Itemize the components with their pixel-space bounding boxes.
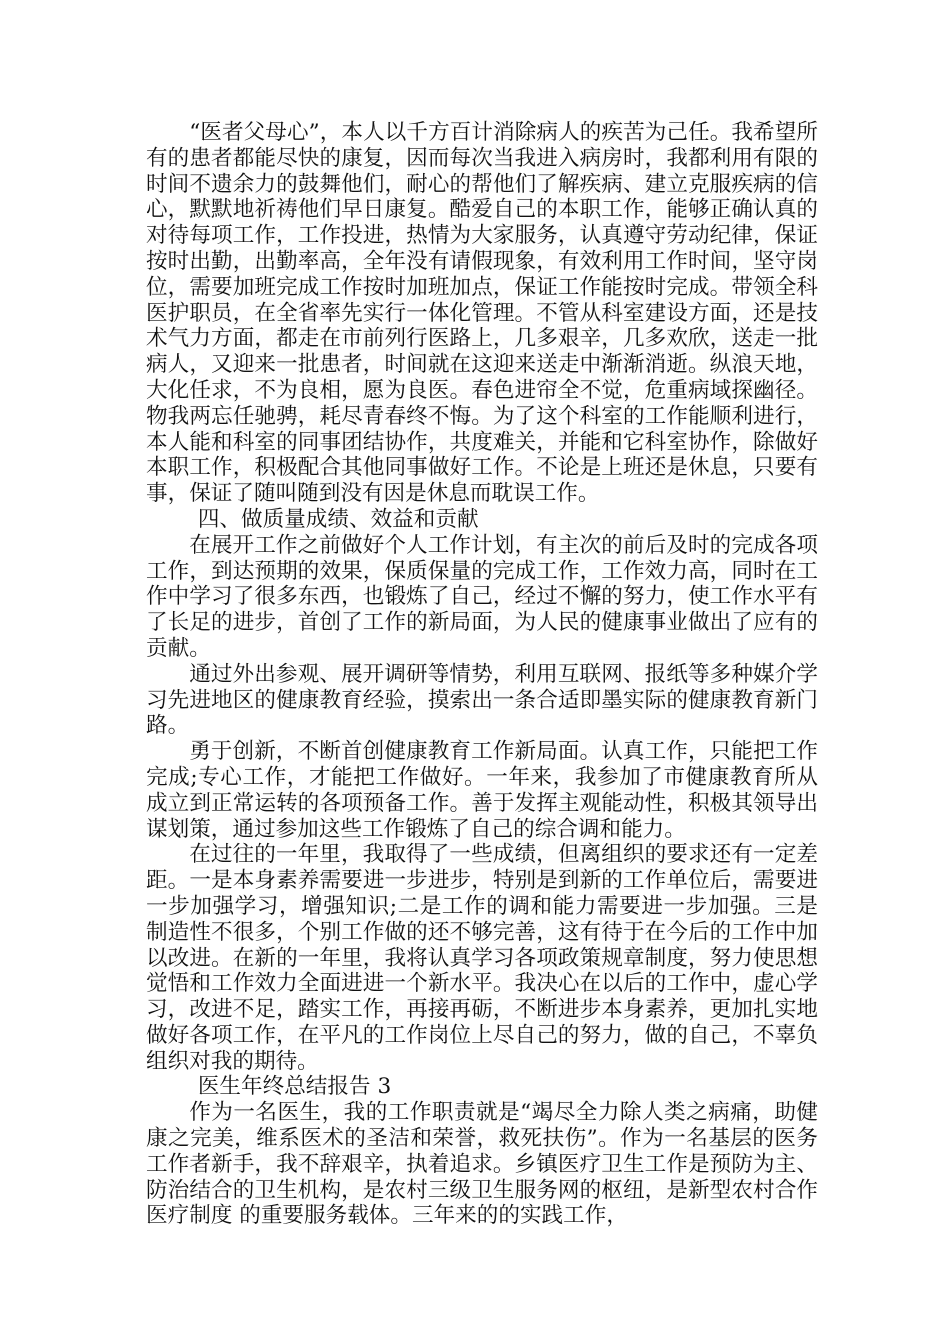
- body-paragraph: 在过往的一年里，我取得了一些成绩，但离组织的要求还有一定差距。一是本身素养需要进一步进步，特别是到新的工作单位后，需要进一步加强学习，增强知识;二是工作的调和能力需要进一步加强。三是制造性不很多，个别工作做的还不够完善，这有待于在今后的工作中加以改进。在新的一年里，我将认真学习各项政策规章制度，努力使思想觉悟和工作效力全面进进一个新水平。我决心在以后的工作中，虚心学习，改进不足，踏实工作，再接再砺，不断进步本身素养，更加扎实地做好各项工作，在平凡的工作岗位上尽自己的努力，做的自己，不辜负组织对我的期待。: [146, 842, 818, 1074]
- body-paragraph: “医者父母心”，本人以千方百计消除病人的疾苦为己任。我希望所有的患者都能尽快的康复，因而每次当我进入病房时，我都利用有限的时间不遗余力的鼓舞他们，耐心的帮他们了解疾病、建立克服疾病的信心，默默地祈祷他们早日康复。酷爱自己的本职工作，能够正确认真的对待每项工作，工作投进，热情为大家服务，认真遵守劳动纪律，保证按时出勤，出勤率高，全年没有请假现象，有效利用工作时间，坚守岗位，需要加班完成工作按时加班加点，保证工作能按时完成。带领全科医护职员，在全省率先实行一体化管理。不管从科室建设方面，还是技术气力方面，都走在市前列行医路上，几多艰辛，几多欢欣，送走一批病人，又迎来一批患者，时间就在这迎来送走中渐渐消逝。纵浪天地，大化任求，不为良相，愿为良医。春色进帘全不觉，危重病域探幽径。物我两忘任驰骋，耗尽青春终不悔。为了这个科室的工作能顺利进行，本人能和科室的同事团结协作，共度难关，并能和它科室协作，除做好本职工作，积极配合其他同事做好工作。不论是上班还是休息，只要有事，保证了随叫随到没有因是休息而耽误工作。: [146, 120, 818, 507]
- body-paragraph: 勇于创新，不断首创健康教育工作新局面。认真工作，只能把工作完成;专心工作，才能把工作做好。一年来，我参加了市健康教育所从成立到正常运转的各项预备工作。善于发挥主观能动性，积极其领导出谋划策，通过参加这些工作锻炼了自己的综合调和能力。: [146, 739, 818, 842]
- body-paragraph: 通过外出参观、展开调研等情势，利用互联网、报纸等多种媒介学习先进地区的健康教育经验，摸索出一条合适即墨实际的健康教育新门路。: [146, 661, 818, 739]
- document-page: [146, 120, 818, 1229]
- report-title: 医生年终总结报告 3: [197, 1074, 392, 1100]
- section-heading: 四、做质量成绩、效益和贡献: [197, 506, 479, 532]
- body-paragraph: 在展开工作之前做好个人工作计划，有主次的前后及时的完成各项工作，到达预期的效果，保质保量的完成工作，工作效力高，同时在工作中学习了很多东西，也锻炼了自己，经过不懈的努力，使工作水平有了长足的进步，首创了工作的新局面，为人民的健康事业做出了应有的贡献。: [146, 532, 818, 661]
- body-paragraph: 作为一名医生，我的工作职责就是“竭尽全力除人类之病痛，助健康之完美，维系医术的圣洁和荣誉，救死扶伤”。作为一名基层的医务工作者新手，我不辞艰辛，执着追求。乡镇医疗卫生工作是预防为主、防治结合的卫生机构，是农村三级卫生服务网的枢纽，是新型农村合作医疗制度 的重要服务载体。三年来的的实践工作，: [146, 1100, 818, 1229]
